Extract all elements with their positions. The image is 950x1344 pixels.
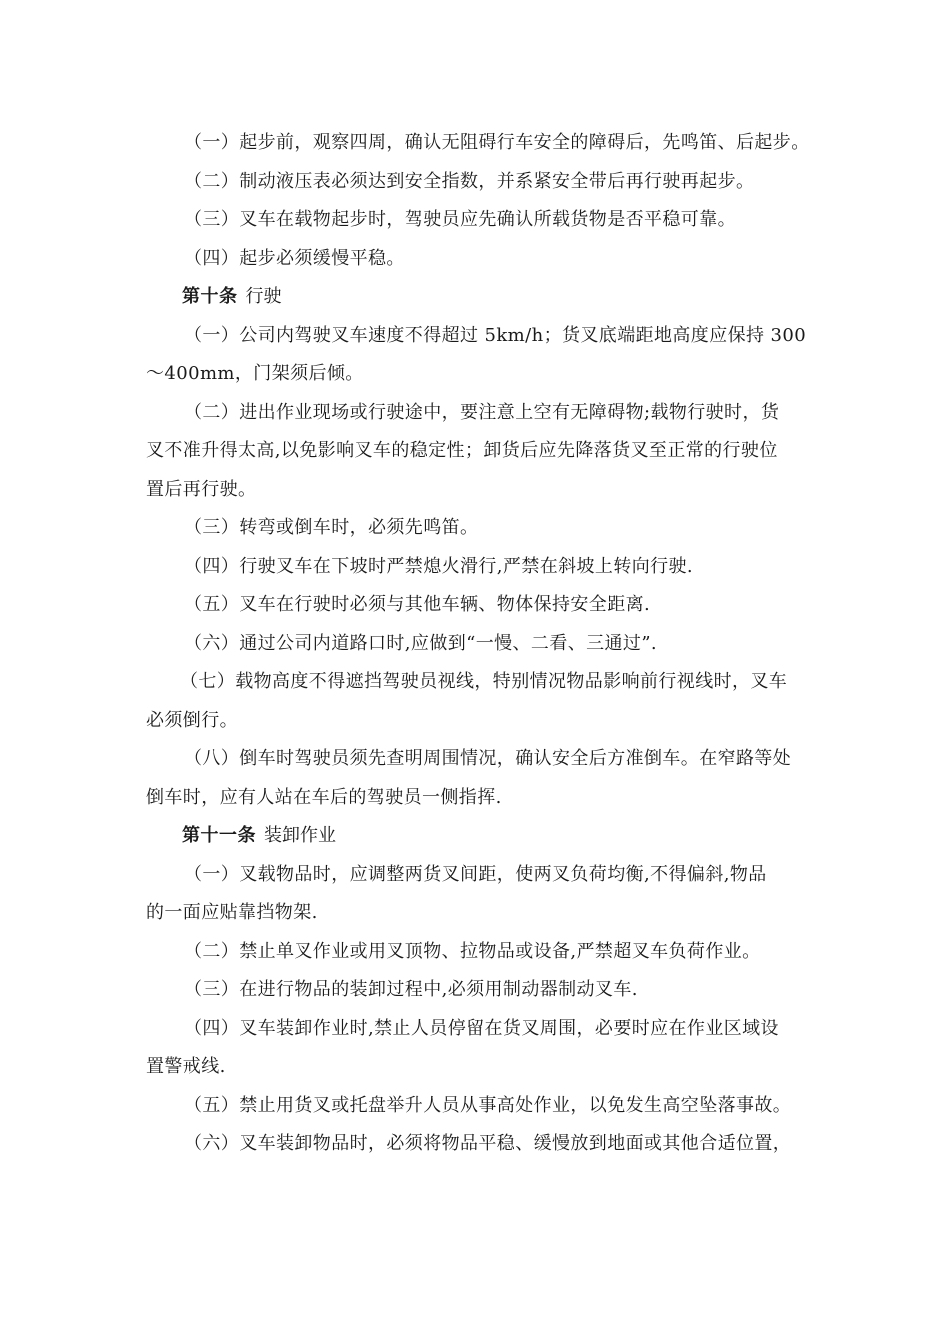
paragraph-line: （二）进出作业现场或行驶途中，要注意上空有无障碍物;载物行驶时，货 — [184, 401, 780, 423]
article-number: 第十条 — [182, 286, 238, 307]
paragraph-line: ～400mm，门架须后倾。 — [146, 363, 364, 384]
paragraph-line: 必须倒行。 — [146, 709, 238, 731]
paragraph-line: 叉不准升得太高,以免影响叉车的稳定性；卸货后应先降落货叉至正常的行驶位 — [146, 440, 778, 461]
paragraph-line: （二）禁止单叉作业或用叉顶物、拉物品或设备,严禁超叉车负荷作业。 — [184, 940, 761, 962]
paragraph-line: （一）叉载物品时，应调整两货叉间距，使两叉负荷均衡,不得偏斜,物品 — [184, 863, 767, 885]
paragraph-line: （六）叉车装卸物品时，必须将物品平稳、缓慢放到地面或其他合适位置， — [184, 1133, 792, 1154]
paragraph-line: （二）制动液压表必须达到安全指数，并系紧安全带后再行驶再起步。 — [184, 170, 755, 192]
paragraph-line: （八）倒车时驾驶员须先查明周围情况，确认安全后方准倒车。在窄路等处 — [184, 748, 792, 769]
paragraph-line: 的一面应贴靠挡物架. — [146, 902, 318, 923]
paragraph-line: 置警戒线. — [146, 1056, 226, 1077]
paragraph-line: （一）起步前，观察四周，确认无阻碍行车安全的障碍后，先鸣笛、后起步。 — [184, 132, 810, 153]
paragraph-line: （三）叉车在载物起步时，驾驶员应先确认所载货物是否平稳可靠。 — [184, 209, 736, 230]
paragraph-line: （四）起步必须缓慢平稳。 — [184, 247, 405, 269]
paragraph-line: （五）禁止用货叉或托盘举升人员从事高处作业，以免发生高空坠落事故。 — [184, 1094, 792, 1116]
paragraph-line: （六）通过公司内道路口时,应做到“一慢、二看、三通过”. — [184, 632, 658, 654]
paragraph-line: （四）叉车装卸作业时,禁止人员停留在货叉周围，必要时应在作业区域设 — [184, 1017, 779, 1039]
paragraph-line: （三）在进行物品的装卸过程中,必须用制动器制动叉车. — [184, 979, 638, 1000]
paragraph-line: （四）行驶叉车在下坡时严禁熄火滑行,严禁在斜坡上转向行驶. — [184, 555, 694, 577]
paragraph-line: （七）载物高度不得遮挡驾驶员视线，特别情况物品影响前行视线时，叉车 — [180, 671, 788, 692]
paragraph-line: 置后再行驶。 — [146, 478, 257, 500]
paragraph-line: （五）叉车在行驶时必须与其他车辆、物体保持安全距离. — [184, 594, 651, 615]
paragraph-line: 倒车时，应有人站在车后的驾驶员一侧指挥. — [146, 786, 502, 808]
article-heading-11 — [146, 817, 816, 856]
paragraph-line: （一）公司内驾驶叉车速度不得超过 5km/h；货叉底端距地高度应保持 300 — [184, 324, 807, 346]
paragraph-line: （三）转弯或倒车时，必须先鸣笛。 — [184, 517, 479, 538]
document-body — [146, 124, 816, 1164]
article-title: 装卸作业 — [264, 825, 336, 846]
article-heading-10 — [146, 278, 816, 317]
article-title: 行驶 — [245, 286, 282, 307]
article-number: 第十一条 — [182, 825, 256, 846]
